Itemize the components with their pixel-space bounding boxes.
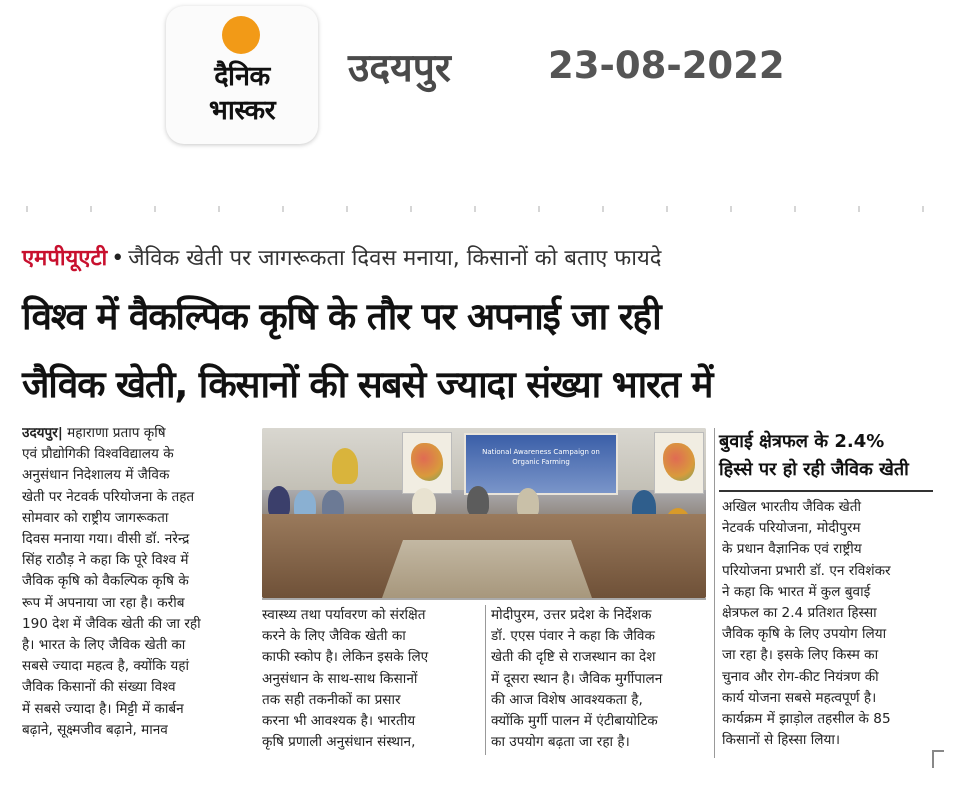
column-line: जैविक कृषि के लिए उपयोग लिया	[722, 626, 887, 643]
column-line: चुनाव और रोग-कीट नियंत्रण की	[722, 668, 879, 685]
photo-map-poster	[402, 432, 452, 494]
column-line: सिंह राठौड़ ने कहा कि पूरे विश्व में	[22, 552, 189, 569]
column-line: अनुसंधान के साथ-साथ किसानों	[262, 670, 418, 687]
column-line: कार्यक्रम में झाड़ोल तहसील के 85	[722, 711, 891, 728]
side-headline-line-1: बुवाई क्षेत्रफल के 2.4%	[719, 431, 885, 452]
logo-text-line1: दैनिक	[214, 61, 270, 92]
column-line: उदयपुर| महाराणा प्रताप कृषि	[22, 425, 166, 441]
column-separator	[714, 428, 715, 758]
column-line: ने कहा कि भारत में कुल बुवाई	[722, 583, 871, 600]
kicker-tag: एमपीयूएटी	[22, 246, 108, 271]
logo-text-line2: भास्कर	[208, 95, 276, 126]
column-line: काफी स्कोप है। लेकिन इसके लिए	[262, 649, 429, 666]
column-line: सोमवार को राष्ट्रीय जागरूकता	[22, 509, 169, 526]
article-column-2	[262, 605, 480, 753]
column-line: क्योंकि मुर्गी पालन में एंटीबायोटिक	[491, 713, 658, 730]
edition-date: 23-08-2022	[548, 44, 785, 87]
column-line: का उपयोग बढ़ता जा रहा है।	[491, 734, 630, 751]
photo-banner-text: National Awareness Campaign on Organic Farming	[482, 448, 600, 466]
side-headline-rule	[719, 490, 933, 492]
column-line: खेती की दृष्टि से राजस्थान का देश	[491, 649, 656, 666]
column-separator	[485, 605, 486, 755]
column-line: में सबसे ज्यादा है। मिट्टी में कार्बन	[22, 700, 184, 717]
column-line: जैविक कृषि को वैकल्पिक कृषि के	[22, 573, 189, 590]
scan-corner-mark	[932, 750, 944, 768]
column-line: परियोजना प्रभारी डॉ. एन रविशंकर	[722, 562, 891, 579]
column-line: नेटवर्क परियोजना, मोदीपुरम	[722, 520, 861, 537]
column-line: की आज विशेष आवश्यकता है,	[491, 691, 643, 708]
kicker-text: जैविक खेती पर जागरूकता दिवस मनाया, किसानों को बताए फायदे	[128, 246, 662, 271]
column-line: में दूसरा स्थान है। जैविक मुर्गीपालन	[491, 670, 663, 687]
column-line: तक सही तकनीकों का प्रसार	[262, 691, 401, 708]
column-line: क्षेत्रफल का 2.4 प्रतिशत हिस्सा	[722, 605, 877, 622]
column-line: स्वास्थ्य तथा पर्यावरण को संरक्षित	[262, 607, 426, 623]
column-line: जा रहा है। इसके लिए किस्म का	[722, 647, 879, 664]
kicker-bullet: •	[111, 246, 125, 271]
scan-noise-divider	[26, 206, 926, 212]
column-line: सबसे ज्यादा महत्व है, क्योंकि यहां	[22, 658, 189, 675]
column-line: बढ़ाने, सूक्ष्मजीव बढ़ाने, मानव	[22, 721, 168, 738]
column-line: जैविक किसानों की संख्या विश्व	[22, 679, 176, 696]
photo-rule	[262, 598, 706, 600]
column-line: रूप में अपनाया जा रहा है। करीब	[22, 594, 185, 611]
column-line: करना भी आवश्यक है। भारतीय	[262, 713, 416, 730]
dateline: उदयपुर|	[22, 425, 63, 441]
column-line: किसानों से हिस्सा लिया।	[722, 732, 841, 749]
column-line: मोदीपुरम, उत्तर प्रदेश के निर्देशक	[491, 607, 652, 623]
side-headline-line-2: हिस्से पर हो रही जैविक खेती	[719, 459, 909, 480]
newspaper-logo	[166, 6, 318, 144]
column-line: अखिल भारतीय जैविक खेती	[722, 499, 861, 515]
headline-line-2: जैविक खेती, किसानों की सबसे ज्यादा संख्या भारत में	[22, 363, 713, 406]
column-line: कार्य योजना सबसे महत्वपूर्ण है।	[722, 689, 877, 706]
column-line: खेती पर नेटवर्क परियोजना के तहत	[22, 488, 195, 505]
edition-city: उदयपुर	[348, 46, 451, 91]
headline-line-1: विश्व में वैकल्पिक कृषि के तौर पर अपनाई जा रही	[22, 295, 661, 338]
photo-floor	[382, 540, 592, 598]
column-line: एवं प्रौद्योगिकी विश्वविद्यालय के	[22, 446, 174, 463]
column-line: अनुसंधान निदेशालय में जैविक	[22, 467, 170, 484]
column-line: 190 देश में जैविक खेती की जा रही	[22, 615, 201, 632]
photo-event-banner	[464, 433, 618, 495]
column-line: करने के लिए जैविक खेती का	[262, 628, 406, 645]
column-line: कृषि प्रणाली अनुसंधान संस्थान,	[262, 734, 416, 751]
column-line: डॉ. एएस पंवार ने कहा कि जैविक	[491, 628, 655, 645]
column-line: है। भारत के लिए जैविक खेती का	[22, 637, 186, 654]
article-kicker	[22, 242, 661, 272]
column-line: के प्रधान वैज्ञानिक एवं राष्ट्रीय	[722, 541, 862, 558]
column-line: दिवस मनाया गया। वीसी डॉ. नरेन्द्र	[22, 531, 190, 548]
article-column-4	[722, 497, 932, 751]
article-column-3	[491, 605, 713, 753]
event-photo	[262, 428, 706, 598]
side-headline	[719, 428, 934, 484]
photo-map-poster	[654, 432, 704, 494]
sun-icon	[222, 16, 260, 54]
article-column-1	[22, 423, 247, 741]
